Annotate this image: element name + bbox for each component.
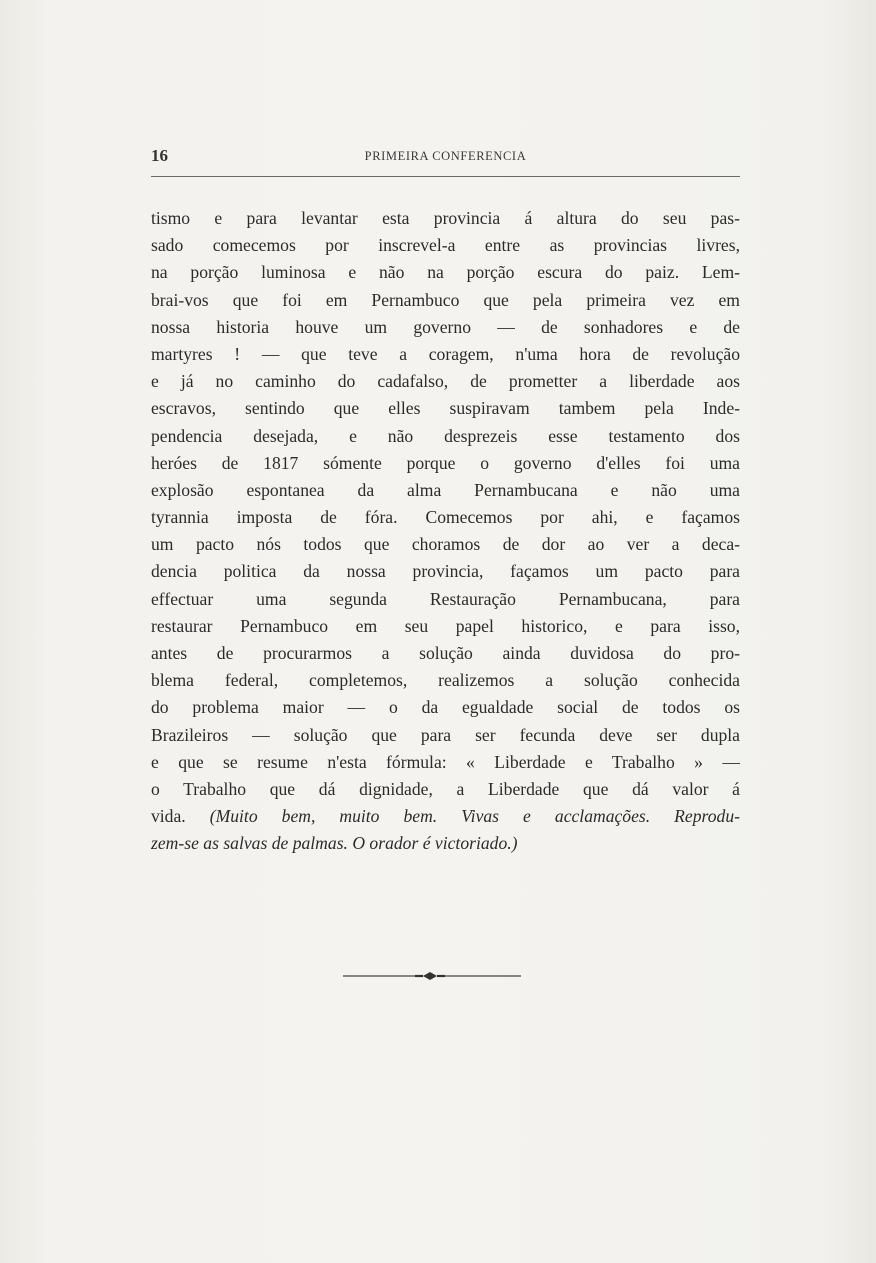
text-line: brai-vos que foi em Pernambuco que pela primeira vez em [151, 289, 740, 310]
text-line: pendencia desejada, e não desprezeis esse testamento dos [151, 425, 740, 446]
running-head: PRIMEIRA CONFERENCIA [364, 149, 527, 163]
text-line: blema federal, completemos, realizemos a solução conhecida [151, 670, 740, 691]
text-line: martyres ! — que teve a coragem, n'uma hora de revolução [151, 343, 740, 364]
section-end-ornament [343, 971, 521, 981]
text-line: na porção luminosa e não na porção escura do paiz. Lem- [151, 262, 740, 283]
text-line: tismo e para levantar esta provincia á altura do seu pas- [151, 208, 740, 228]
text-line: tyrannia imposta de fóra. Comecemos por ahi, e façamos [151, 507, 740, 528]
text-line: Brazileiros — solução que para ser fecunda deve ser dupla [151, 724, 740, 745]
text-line: antes de procurarmos a solução ainda duvidosa do pro- [151, 643, 740, 663]
text-line: e já no caminho do cadafalso, de prometter a liberdade aos [151, 371, 740, 392]
text-roman: vida. [151, 806, 186, 827]
body-text [151, 205, 740, 858]
text-line: um pacto nós todos que choramos de dor ao ver a deca- [151, 534, 740, 555]
page-number: 16 [151, 146, 168, 165]
diamond-rule-icon [343, 971, 521, 981]
text-line: do problema maior — o da egualdade social de todos os [151, 697, 740, 718]
text-line [151, 803, 740, 830]
text-line: sado comecemos por inscrevel-a entre as provincias livres, [151, 235, 740, 256]
header-rule [151, 176, 740, 177]
text-line: e que se resume n'esta fórmula: « Liberdade e Trabalho » — [151, 751, 740, 772]
text-line: dencia politica da nossa provincia, façamos um pacto para [151, 561, 740, 582]
text-line: nossa historia houve um governo — de sonhadores e de [151, 316, 740, 337]
stage-direction: (Muito bem, muito bem. Vivas e acclamações. Reprodu- [209, 806, 740, 827]
text-line: o Trabalho que dá dignidade, a Liberdade que dá valor á [151, 778, 740, 799]
text-line: heróes de 1817 sómente porque o governo d'elles foi uma [151, 452, 740, 473]
page-header [151, 146, 740, 170]
stage-direction: zem-se as salvas de palmas. O orador é victoriado.) [151, 833, 518, 854]
text-line [151, 830, 740, 857]
text-line: restaurar Pernambuco em seu papel historico, e para isso, [151, 615, 740, 636]
text-line: explosão espontanea da alma Pernambucana e não uma [151, 479, 740, 500]
text-line: effectuar uma segunda Restauração Pernambucana, para [151, 588, 740, 609]
text-line: escravos, sentindo que elles suspiravam tambem pela Inde- [151, 398, 740, 419]
